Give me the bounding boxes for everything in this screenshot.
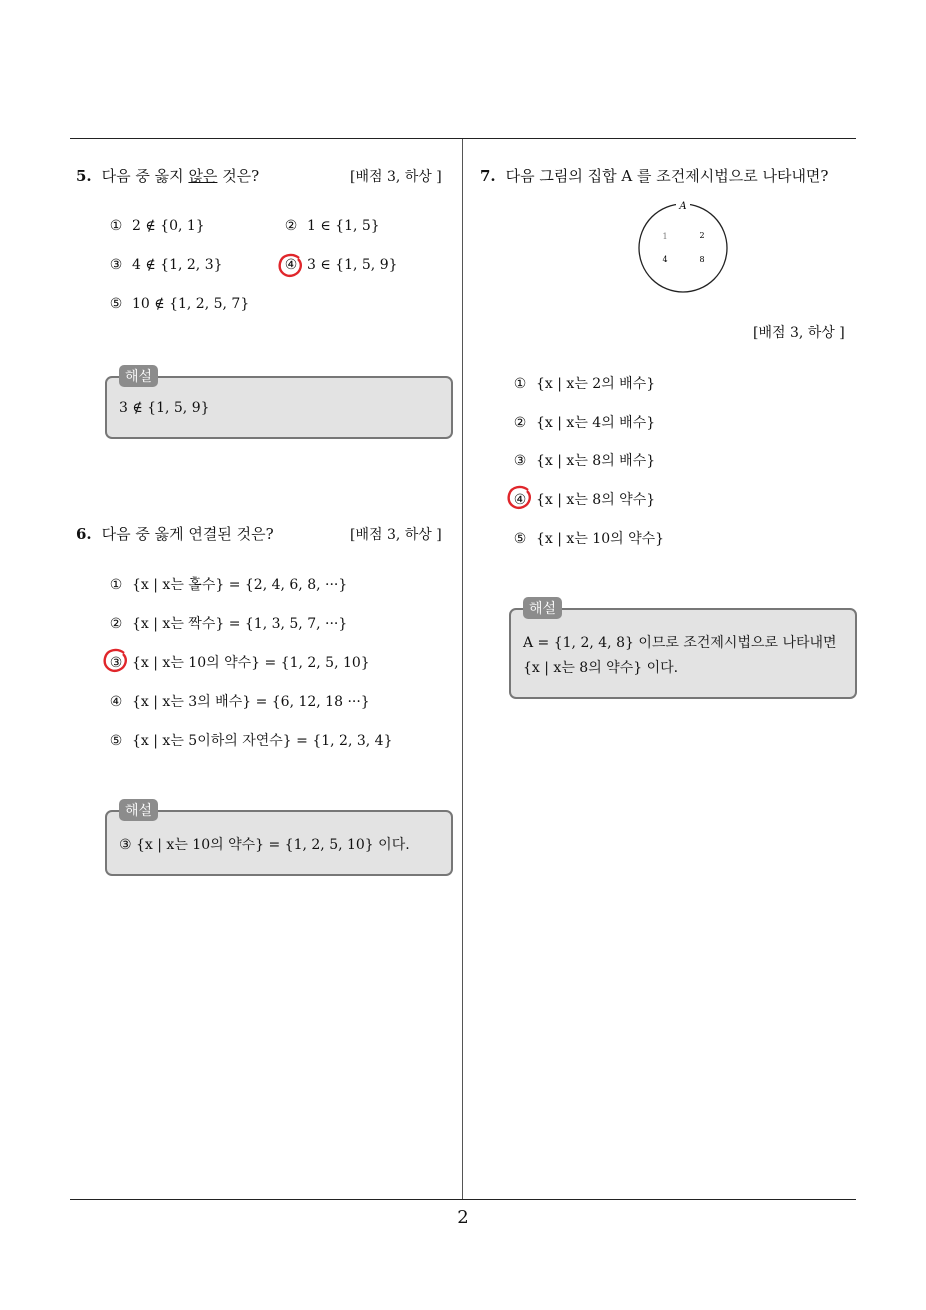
option-mark: ④ <box>109 694 123 710</box>
q5-option-1[interactable] <box>108 218 205 234</box>
explanation-tag: 해설 <box>523 597 562 619</box>
q6-option-2[interactable] <box>108 613 347 633</box>
q5-option-3[interactable] <box>108 257 223 273</box>
option-mark: ② <box>284 218 298 234</box>
set-element: 8 <box>699 255 705 264</box>
set-element: 1 <box>662 232 668 241</box>
question-5-score: [배점 3, 하상 ] <box>350 169 442 185</box>
page-number: 2 <box>457 1207 469 1228</box>
q5-option-2[interactable] <box>283 218 380 234</box>
option-text: 3 ∈ {1, 5, 9} <box>307 257 398 273</box>
q6-option-5[interactable] <box>108 730 392 750</box>
question-7-score: [배점 3, 하상 ] <box>753 325 845 341</box>
question-text: 다음 중 옳지 <box>101 167 189 185</box>
explanation-tag: 해설 <box>119 799 158 821</box>
option-text: {x | x는 8의 배수} <box>536 453 656 469</box>
option-text: 4 ∉ {1, 2, 3} <box>132 257 223 273</box>
q5-option-5[interactable] <box>108 296 249 312</box>
option-mark: ③ <box>109 655 123 671</box>
explanation-line-1: A = {1, 2, 4, 8} 이므로 조건제시법으로 나타내면 <box>523 635 837 651</box>
option-text: 2 ∉ {0, 1} <box>132 218 205 234</box>
set-label: A <box>679 201 687 212</box>
answer-circle-icon <box>277 253 305 279</box>
explanation-text: 3 ∉ {1, 5, 9} <box>119 400 210 416</box>
option-mark: ② <box>109 616 123 632</box>
explanation-tag: 해설 <box>119 365 158 387</box>
option-text: 1 ∈ {1, 5} <box>307 218 380 234</box>
q7-option-5[interactable] <box>512 528 664 548</box>
option-mark: ④ <box>284 257 298 273</box>
option-mark: ③ <box>109 257 123 273</box>
question-text: 다음 그림의 집합 A 를 조건제시법으로 나타내면? <box>505 167 829 185</box>
option-mark: ① <box>513 376 527 392</box>
option-mark: ⑤ <box>109 733 123 749</box>
option-text: {x | x는 3의 배수} = {6, 12, 18 ···} <box>132 694 370 710</box>
q7-explanation-box <box>509 601 857 699</box>
q5-explanation-box <box>105 369 453 439</box>
option-text: {x | x는 4의 배수} <box>536 415 656 431</box>
option-text: {x | x는 홀수} = {2, 4, 6, 8, ···} <box>132 577 348 593</box>
option-mark: ① <box>109 577 123 593</box>
option-text: {x | x는 짝수} = {1, 3, 5, 7, ···} <box>132 616 348 632</box>
question-number: 5. <box>76 167 92 185</box>
option-text: {x | x는 10의 약수} <box>536 531 665 547</box>
q6-explanation-box <box>105 803 453 876</box>
option-mark: ⑤ <box>513 531 527 547</box>
q6-option-3[interactable] <box>108 652 370 672</box>
question-text: 다음 중 옳게 연결된 것은? <box>101 525 274 543</box>
underlined-word: 않은 <box>188 167 218 185</box>
question-7-heading <box>480 165 828 186</box>
question-6-score: [배점 3, 하상 ] <box>350 527 442 543</box>
top-rule <box>70 138 856 139</box>
option-mark: ④ <box>513 492 527 508</box>
answer-circle-icon <box>102 648 130 674</box>
question-6-heading <box>76 523 274 544</box>
column-divider <box>462 139 463 1200</box>
q7-option-3[interactable] <box>512 450 655 470</box>
set-element: 4 <box>662 255 668 264</box>
option-mark: ② <box>513 415 527 431</box>
bottom-rule <box>70 1199 856 1200</box>
option-mark: ⑤ <box>109 296 123 312</box>
set-element: 2 <box>699 231 705 240</box>
question-5-heading <box>76 165 259 186</box>
option-text: {x | x는 8의 약수} <box>536 492 656 508</box>
question-number: 7. <box>480 167 496 185</box>
set-a-venn-diagram <box>632 198 732 298</box>
option-text: {x | x는 5이하의 자연수} = {1, 2, 3, 4} <box>132 733 393 749</box>
option-text: {x | x는 2의 배수} <box>536 376 656 392</box>
option-mark: ① <box>109 218 123 234</box>
q7-option-2[interactable] <box>512 412 655 432</box>
option-text: 10 ∉ {1, 2, 5, 7} <box>132 296 250 312</box>
option-mark: ③ <box>513 453 527 469</box>
answer-circle-icon <box>506 485 534 511</box>
q6-option-4[interactable] <box>108 691 370 711</box>
question-text-end: 것은? <box>217 167 260 185</box>
explanation-line-2: {x | x는 8의 약수} 이다. <box>523 660 679 676</box>
set-a-circle <box>639 204 727 292</box>
q6-option-1[interactable] <box>108 574 347 594</box>
option-text: {x | x는 10의 약수} = {1, 2, 5, 10} <box>132 655 370 671</box>
explanation-text: ③ {x | x는 10의 약수} = {1, 2, 5, 10} 이다. <box>119 837 410 853</box>
q7-option-1[interactable] <box>512 373 655 393</box>
question-number: 6. <box>76 525 92 543</box>
